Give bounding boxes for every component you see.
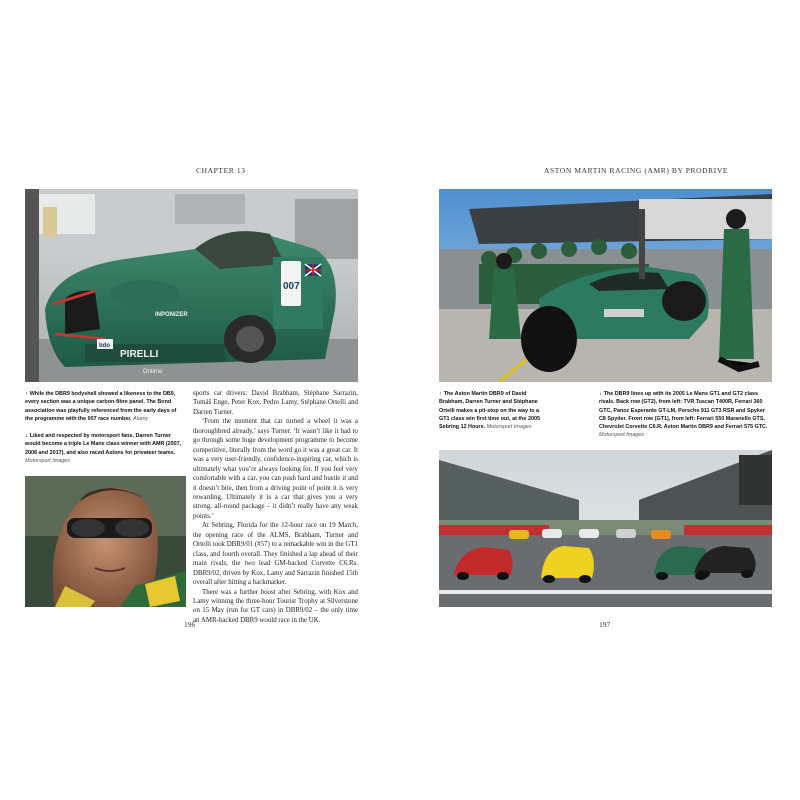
down-arrow-icon: ↓ — [599, 391, 602, 397]
body-paragraph: ‘From the moment that car turned a wheel it was a thoroughbred already,’ says Turner. ‘It wasn’t like it had to go through some huge development programme to become competitive, literally from the word go it was a great car. It was a very user-friendly, confidence-inspiring car, which is ultimately what you’re always looking for. If you feel very comfortable with a car, you can push hard and hustle it and it doesn’t bite, then from a driving point of point it is very rewarding. Ultimately it is a car that gives you a very strong, all-round package – it didn’t really have any weak points.’ — [193, 418, 358, 520]
inponizer-logo-text: INPONIZER — [155, 312, 188, 318]
left-body-text — [193, 389, 358, 625]
up-arrow-icon: ↑ — [25, 391, 28, 397]
right-page-number: 197 — [599, 620, 611, 629]
sebring-pitstop-photo — [439, 189, 772, 382]
up-arrow-icon: ↑ — [439, 391, 442, 397]
right-running-head: ASTON MARTIN RACING (AMR) BY PRODRIVE — [544, 166, 729, 175]
body-paragraph: There was a further boost after Sebring, with Kox and Lamy winning the three-hour Tourist Trophy at Silverstone on 15 May (run for GT cars) in DBR9/02 – the only time an AMR-backed DBR9 would race in the UK. — [193, 588, 358, 624]
race-number-007: 007 — [283, 281, 300, 292]
left-running-head: CHAPTER 13 — [196, 166, 246, 175]
caption-darren-turner: ↓ Liked and respected by motorsport fans, Darren Turner would become a triple Le Mans class winner with AMR (2007, 2008 and 2017), and also raced Astons for privateer teams. Motorsport Images — [25, 433, 182, 464]
le-mans-lineup-photo — [439, 450, 772, 607]
caption-sebring-pitstop: ↑ The Aston Martin DBR9 of David Brabham, Darren Turner and Stéphane Ortelli makes a pit-stop on the way to a GT1 class win first time out, at the 2005 Sebring 12 Hours. Motorsport Images — [439, 391, 540, 431]
left-page-number: 196 — [184, 620, 196, 629]
body-paragraph: sports car drivers: David Brabham, Stéphane Sarrazin, Tomáš Enge, Peter Kox, Pedro Lamy, Stéphane Ortelli and Darren Turner. — [193, 390, 358, 416]
bdo-logo-text: bdo — [99, 343, 110, 349]
dbr9-bodyshell-photo — [25, 189, 358, 382]
caption-le-mans-lineup: ↓ The DBR9 lines up with its 2005 Le Mans GT1 and GT2 class rivals. Back row (GT2), from left: TVR Tuscan T400R, Ferrari 360 GTC, Panoz Esperante GT-LM, Porsche 911 GT3 RSR and Spyker C8 Spyder. Front row (GT1), from left: Ferrari 550 Maranello GTS, Chevrolet Corvette C6.R, Aston Martin DBR9 and Ferrari 575 GTC. Motorsport Images — [599, 391, 768, 439]
body-paragraph: At Sebring, Florida for the 12-hour race on 19 March, the opening race of the ALMS, Brabham, Turner and Ortelli took DBR9/01 (#57) to a remarkable win in the GT1 class, and fourth overall. They finished a lap ahead of their main rivals, the two lead GM-backed Corvette C6.Rs. DBR9/02, driven by Kox, Lamy and Sarrazin finished 15th overall after hitting a backmarker. — [193, 522, 358, 587]
down-arrow-icon: ↓ — [25, 433, 28, 439]
ontime-logo-text: Ontime — [143, 369, 163, 375]
darren-turner-portrait-photo — [25, 476, 186, 607]
caption-bodyshell: ↑ While the DBR9 bodyshell showed a likeness to the DB9, every section was a unique carbon-fibre panel. The Bond association was playfully referenced from the early days of the programme with the 007 race number. Alamy — [25, 391, 177, 422]
pirelli-logo-text: PIRELLI — [120, 349, 159, 360]
